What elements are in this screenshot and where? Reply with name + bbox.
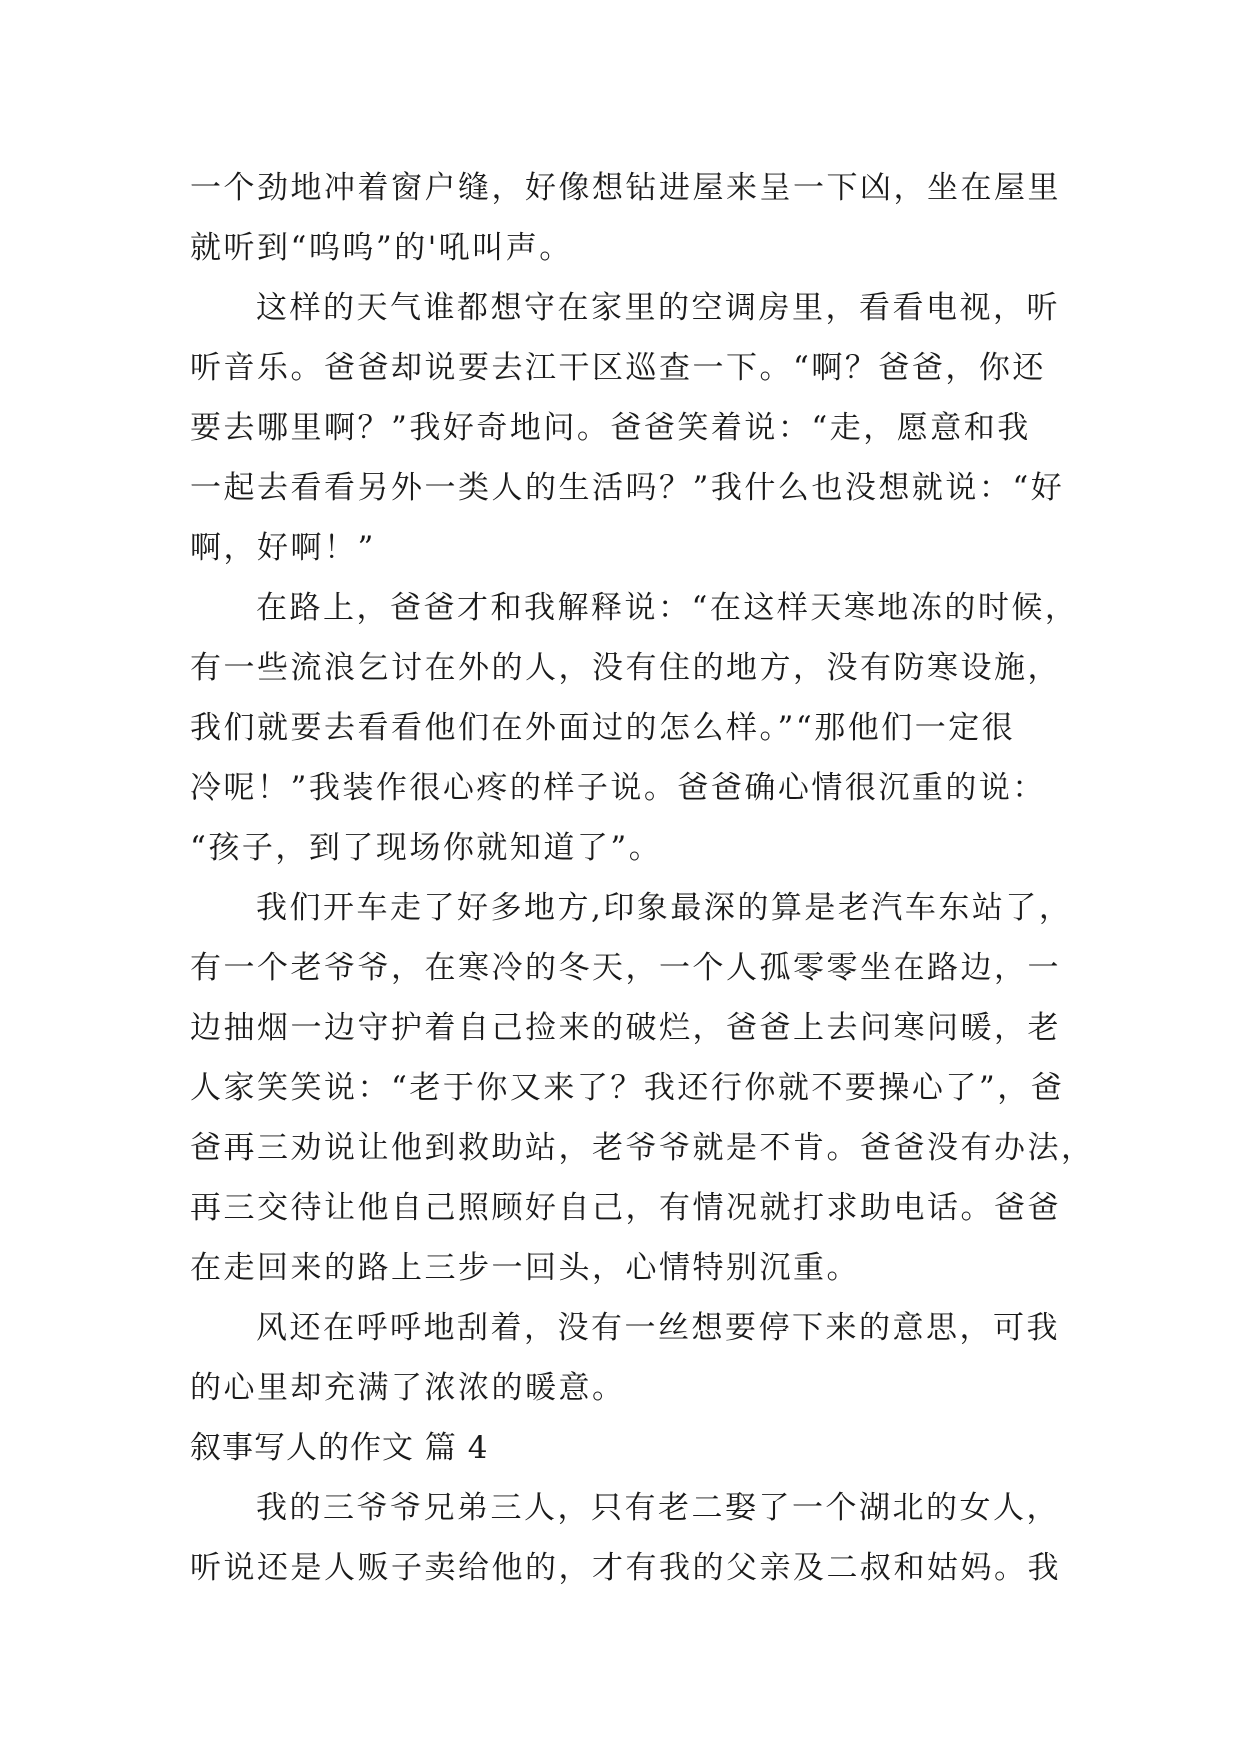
paragraph-start-line: 在路上，爸爸才和我解释说：“在这样天寒地冻的时候，: [256, 590, 1079, 626]
text-line: “孩子，到了现场你就知道了”。: [190, 830, 663, 866]
text-line: 再三交待让他自己照顾好自己，有情况就打求助电话。爸爸: [190, 1190, 1061, 1226]
text-line: 我们就要去看看他们在外面过的怎么样。”“那他们一定很: [190, 710, 1016, 746]
paragraph-start-line: 我们开车走了好多地方,印象最深的算是老汽车东站了，: [256, 890, 1073, 926]
text-line: 有一些流浪乞讨在外的人，没有住的地方，没有防寒设施，: [190, 650, 1061, 686]
text-line: 听音乐。爸爸却说要去江干区巡查一下。“啊？爸爸，你还: [190, 350, 1046, 386]
text-line: 啊，好啊！”: [190, 530, 376, 566]
text-line: 的心里却充满了浓浓的暖意。: [190, 1370, 626, 1406]
paragraph-start-line: 风还在呼呼地刮着，没有一丝想要停下来的意思，可我: [256, 1310, 1060, 1346]
text-line: 要去哪里啊？”我好奇地问。爸爸笑着说：“走，愿意和我: [190, 410, 1031, 446]
text-line: 边抽烟一边守护着自己捡来的破烂，爸爸上去问寒问暖，老: [190, 1010, 1061, 1046]
section-heading: 叙事写人的作文 篇 4: [190, 1430, 489, 1466]
text-line: 冷呢！”我装作很心疼的样子说。爸爸确心情很沉重的说：: [190, 770, 1046, 806]
paragraph-start-line: 这样的天气谁都想守在家里的空调房里，看看电视，听: [256, 290, 1060, 326]
text-line: 有一个老爷爷，在寒冷的冬天，一个人孤零零坐在路边，一: [190, 950, 1061, 986]
text-line: 听说还是人贩子卖给他的，才有我的父亲及二叔和姑妈。我: [190, 1550, 1061, 1586]
text-line: 一个劲地冲着窗户缝，好像想钻进屋来呈一下凶，坐在屋里: [190, 170, 1061, 206]
text-line: 人家笑笑说：“老于你又来了？我还行你就不要操心了”，爸: [190, 1070, 1065, 1106]
text-line: 爸再三劝说让他到救助站，老爷爷就是不肯。爸爸没有办法，: [190, 1130, 1095, 1166]
essay-body: [190, 158, 1095, 1598]
text-line: 在走回来的路上三步一回头，心情特别沉重。: [190, 1250, 860, 1286]
text-line: 一起去看看另外一类人的生活吗？”我什么也没想就说：“好: [190, 470, 1065, 506]
paragraph-start-line: 我的三爷爷兄弟三人，只有老二娶了一个湖北的女人，: [256, 1490, 1060, 1526]
text-line: 就听到“呜呜”的'吼叫声。: [190, 230, 573, 266]
